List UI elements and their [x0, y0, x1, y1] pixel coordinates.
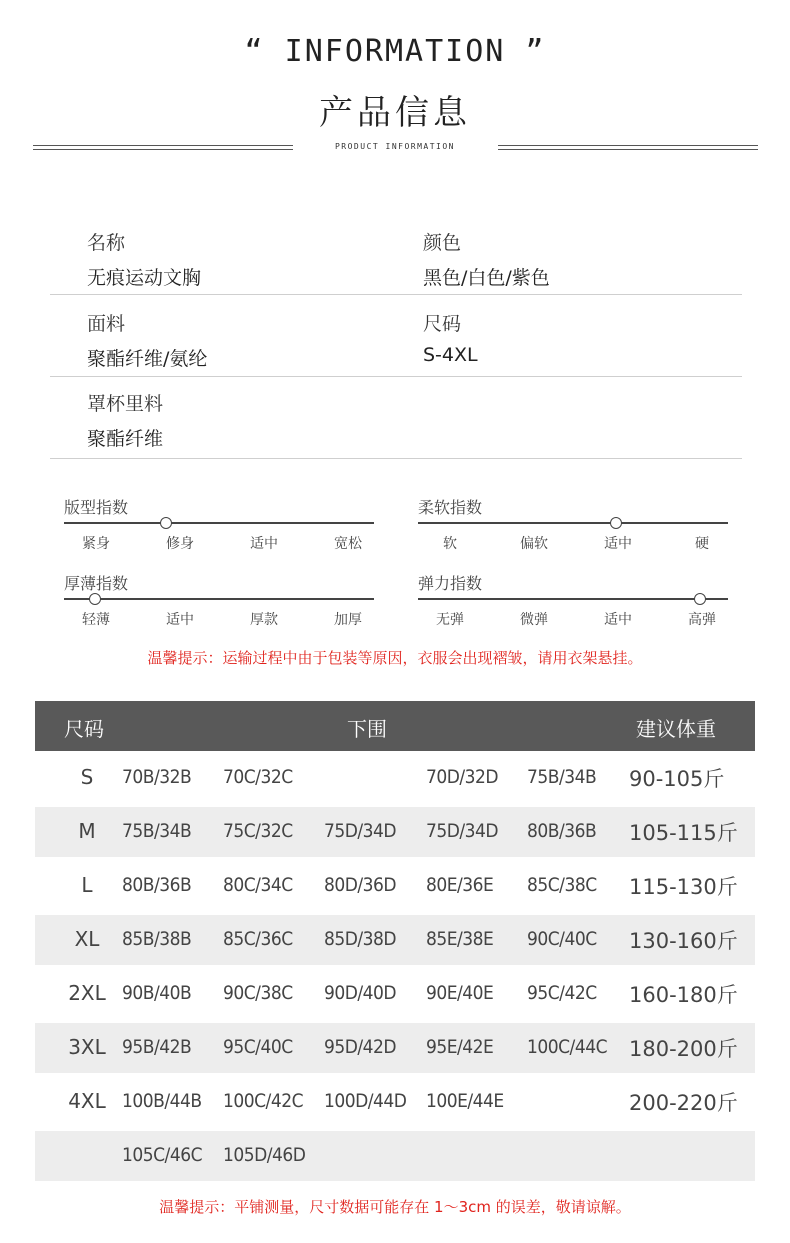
index-tick-label: 适中: [604, 612, 632, 628]
index-tick-label: 硬: [695, 536, 709, 552]
row-under-bust-cell: 100B/44B: [122, 1090, 202, 1112]
index-track: [418, 522, 728, 524]
row-under-bust-cell: 85B/38B: [122, 928, 192, 950]
row-under-bust-cell: 95E/42E: [426, 1036, 494, 1058]
row-under-bust-cell: 90E/40E: [426, 982, 494, 1004]
header-weight: 建议体重: [636, 717, 716, 741]
index-track: [64, 522, 374, 524]
shipping-notice: 温馨提示：运输过程中由于包装等原因，衣服会出现褶皱，请用衣架悬挂。: [147, 649, 643, 667]
info-separator: [50, 458, 742, 459]
row-weight: 180-200斤: [629, 1037, 738, 1061]
header-title-cn: 产品信息: [319, 93, 471, 133]
info-label-color: 颜色: [423, 232, 462, 254]
index-marker: [694, 593, 706, 605]
index-tick-label: 软: [443, 536, 457, 552]
row-under-bust-cell: 95C/40C: [223, 1036, 293, 1058]
info-label-lining: 罩杯里料: [87, 393, 164, 415]
index-title: 弹力指数: [418, 574, 483, 593]
row-weight: 105-115斤: [629, 821, 738, 845]
index-title: 版型指数: [64, 498, 129, 517]
row-under-bust-cell: 80E/36E: [426, 874, 494, 896]
index-tick-label: 适中: [250, 536, 278, 552]
row-under-bust-cell: 75D/34D: [426, 820, 499, 842]
index-track: [64, 598, 374, 600]
info-value-size: S-4XL: [423, 344, 478, 366]
header-line-right: [498, 145, 758, 150]
info-separator: [50, 376, 742, 377]
row-size: 4XL: [68, 1089, 106, 1113]
row-size: L: [81, 873, 93, 897]
row-under-bust-cell: 100E/44E: [426, 1090, 504, 1112]
row-under-bust-cell: 80D/36D: [324, 874, 397, 896]
index-tick-label: 适中: [604, 536, 632, 552]
row-weight: 200-220斤: [629, 1091, 738, 1115]
index-tick-label: 宽松: [334, 536, 362, 552]
info-separator: [50, 294, 742, 295]
row-size: 3XL: [68, 1035, 106, 1059]
row-under-bust-cell: 80B/36B: [122, 874, 192, 896]
index-marker: [160, 517, 172, 529]
row-under-bust-cell: 100C/42C: [223, 1090, 304, 1112]
row-under-bust-cell: 85D/38D: [324, 928, 397, 950]
row-size: M: [78, 819, 96, 843]
info-label-name: 名称: [87, 232, 126, 254]
index-track: [418, 598, 728, 600]
header-subtitle: PRODUCT INFORMATION: [334, 142, 455, 151]
row-under-bust-cell: 75C/32C: [223, 820, 293, 842]
row-under-bust-cell: 70B/32B: [122, 766, 192, 788]
row-under-bust-cell: 80B/36B: [527, 820, 597, 842]
row-weight: 115-130斤: [629, 875, 738, 899]
info-value-name: 无痕运动文胸: [87, 267, 202, 289]
index-tick-label: 高弹: [688, 612, 716, 628]
info-value-color: 黑色/白色/紫色: [423, 267, 550, 289]
row-under-bust-cell: 105C/46C: [122, 1144, 203, 1166]
row-under-bust-cell: 95B/42B: [122, 1036, 192, 1058]
row-under-bust-cell: 80C/34C: [223, 874, 293, 896]
index-tick-label: 修身: [166, 536, 194, 552]
index-tick-label: 厚款: [250, 612, 278, 628]
index-tick-label: 加厚: [334, 612, 362, 628]
index-title: 柔软指数: [418, 498, 483, 517]
index-tick-label: 无弹: [436, 612, 464, 628]
header-title-en: “ INFORMATION ”: [244, 34, 546, 69]
info-value-fabric: 聚酯纤维/氨纶: [87, 348, 208, 370]
measurement-notice: 温馨提示：平铺测量，尺寸数据可能存在 1～3cm 的误差，敬请谅解。: [159, 1198, 631, 1216]
header-under-bust: 下围: [347, 717, 387, 741]
index-tick-label: 适中: [166, 612, 194, 628]
row-under-bust-cell: 100D/44D: [324, 1090, 407, 1112]
row-under-bust-cell: 90D/40D: [324, 982, 397, 1004]
index-marker: [89, 593, 101, 605]
row-under-bust-cell: 90C/38C: [223, 982, 293, 1004]
index-marker: [610, 517, 622, 529]
row-weight: 90-105斤: [629, 767, 725, 791]
row-under-bust-cell: 75B/34B: [527, 766, 597, 788]
row-size: XL: [74, 927, 100, 951]
row-under-bust-cell: 105D/46D: [223, 1144, 306, 1166]
index-tick-label: 偏软: [520, 536, 548, 552]
row-under-bust-cell: 90C/40C: [527, 928, 597, 950]
index-title: 厚薄指数: [64, 574, 129, 593]
row-size: 2XL: [68, 981, 106, 1005]
row-under-bust-cell: 85C/38C: [527, 874, 597, 896]
row-under-bust-cell: 70D/32D: [426, 766, 499, 788]
row-weight: 160-180斤: [629, 983, 738, 1007]
row-under-bust-cell: 95C/42C: [527, 982, 597, 1004]
row-size: S: [80, 765, 94, 789]
row-under-bust-cell: 75B/34B: [122, 820, 192, 842]
row-weight: 130-160斤: [629, 929, 738, 953]
info-value-lining: 聚酯纤维: [87, 428, 164, 450]
row-under-bust-cell: 95D/42D: [324, 1036, 397, 1058]
row-under-bust-cell: 85C/36C: [223, 928, 293, 950]
row-under-bust-cell: 90B/40B: [122, 982, 192, 1004]
header-size: 尺码: [64, 717, 104, 741]
index-tick-label: 轻薄: [82, 612, 110, 628]
info-label-fabric: 面料: [87, 313, 126, 335]
info-label-size: 尺码: [423, 313, 462, 335]
row-under-bust-cell: 85E/38E: [426, 928, 494, 950]
row-under-bust-cell: 70C/32C: [223, 766, 293, 788]
row-under-bust-cell: 100C/44C: [527, 1036, 608, 1058]
index-tick-label: 微弹: [520, 612, 548, 628]
row-under-bust-cell: 75D/34D: [324, 820, 397, 842]
index-tick-label: 紧身: [82, 536, 110, 552]
